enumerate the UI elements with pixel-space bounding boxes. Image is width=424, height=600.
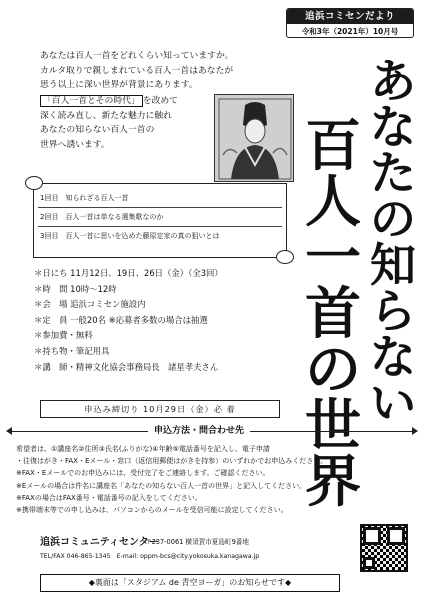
qr-code-icon[interactable] (360, 524, 408, 572)
instruction-line: ※FAXの場合はFAX番号・電話番号の記入をしてください。 (16, 493, 202, 502)
event-details (34, 266, 298, 375)
headline-char: 界 (305, 449, 361, 515)
detail-item: ＊持ち物・筆記用具 (34, 345, 110, 356)
headline-column-1 (366, 54, 420, 430)
headline-char: い (370, 376, 416, 430)
arrow-left-icon (6, 427, 12, 435)
headline-char: 世 (305, 393, 361, 459)
headline-char: 百 (305, 113, 361, 179)
vertical-headline (296, 54, 424, 515)
headline-char: 一 (305, 225, 361, 291)
detail-item: ＊会 場 追浜コミセン施設内 (34, 299, 146, 310)
headline-char: な (370, 100, 416, 154)
intro-line: カルタ取りで親しまれている百人一首はあなたが (40, 65, 234, 76)
program-item: 2回目 百人一首は単なる選集歌なのか (40, 213, 164, 221)
headline-char: あ (370, 54, 416, 108)
headline-char: の (305, 337, 361, 403)
instruction-line: ※FAX・Eメールでのお申込みには、受付完了をご連絡します。ご確認ください。 (16, 469, 270, 478)
book-title: 「百人一首とその時代」 (40, 95, 143, 107)
program-item: 1回目 知られざる百人一首 (40, 194, 129, 202)
headline-char: 首 (305, 281, 361, 347)
intro-text (40, 49, 308, 93)
arrow-right-icon (412, 427, 418, 435)
headline-char: 人 (305, 169, 361, 235)
instruction-line: ※Eメールの場合は件名に講座名「あなたの知らない百人一首の世界」と記入してください。 (16, 481, 307, 490)
intro-line: あなたの知らない百人一首の (40, 125, 155, 135)
detail-item: ＊講 師・精神文化協会事務局長 諸星孝夫さん (34, 361, 219, 372)
detail-item: ＊時 間 10時～12時 (34, 283, 117, 294)
headline-char: た (370, 146, 416, 200)
intro-line: 世界へ誘います。 (40, 139, 110, 150)
intro-line: 思う以上に深い世界が背景にあります。 (40, 80, 198, 90)
program-divider (38, 226, 282, 227)
organization-name: 追浜コミュニティセンター (40, 537, 159, 548)
headline-char: 知 (370, 238, 416, 292)
scroll-curl-decoration (25, 176, 43, 190)
intro-line: を改めて (142, 96, 178, 106)
detail-item: ＊定 員 一般20名 ※応募者多数の場合は抽選 (34, 314, 208, 325)
application-instructions (16, 443, 412, 516)
intro-line: あなたは百人一首をどれくらい知っていますか。 (40, 51, 234, 61)
newsletter-title: 追浜コミセンだより (287, 9, 413, 24)
application-deadline: 申込み締切り 10月29日（金）必 着 (40, 400, 280, 418)
contact-heading: 申込方法・問合わせ先 (148, 423, 250, 436)
headline-char: な (370, 330, 416, 384)
headline-char: の (370, 192, 416, 246)
detail-item: ＊日にち 11月12日、19日、26日（金）（全3回） (34, 268, 223, 278)
headline-char: ら (370, 284, 416, 338)
poet-portrait-image (214, 94, 294, 182)
intro-text-continued (40, 94, 230, 152)
instruction-line: 希望者は、①講座名②住所③氏名(ふりがな)④年齢⑤電話番号を記入し、電子申請 (16, 445, 270, 453)
program-divider (38, 207, 282, 208)
reverse-side-note: ◆裏面は「スタジアム de 青空ヨーガ」のお知らせです◆ (40, 574, 340, 592)
instruction-line: ・往復はがき・FAX・Eメール・窓口（返信用郵便はがきを持参）のいずれかでお申込みください。 (16, 457, 328, 466)
instruction-line: ※携帯端末等での申し込みは、パソコンからのメールを受信可能に設定してください。 (16, 506, 288, 515)
contact-tel-email: TEL/FAX 046-865-1345 E-mail: oppm-bcs@city.yokosuka.kanagawa.jp (40, 553, 260, 560)
issue-date: 令和3年（2021年）10月号 (301, 27, 399, 36)
detail-item: ＊参加費・無料 (34, 330, 93, 341)
intro-line: 深く読み直し、新たな魅力に触れ (40, 110, 172, 121)
newsletter-badge (286, 8, 414, 38)
organization-address: 〒237-0061 横須賀市夏島町9番地 (145, 538, 249, 546)
scroll-curl-decoration (276, 250, 294, 264)
program-item: 3回目 百人一首に思いを込めた藤原定家の真の狙いとは (40, 232, 220, 240)
